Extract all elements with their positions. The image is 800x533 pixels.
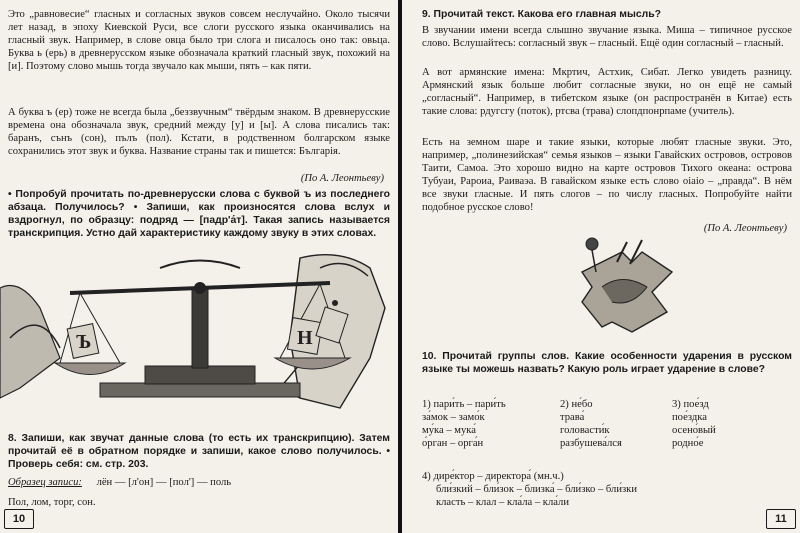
sample-label: Образец записи: — [8, 477, 82, 488]
left-page — [0, 0, 398, 533]
author-credit-2: (По А. Леонтьеву) — [703, 223, 787, 234]
group1-line: о́рган – орга́н — [422, 438, 484, 449]
paragraph-1: Это „равновесие“ гласных и согласных звуков совсем неслучайно. Около тысячи лет назад, в эпоху Киевской Руси, все слоги русского языка оканчивались на гласный звук. Например, в слове овца было три слога и писалось оно так: овьца. Буква ь (ерь) в древнерусском языке обозначала краткий гласный звук, похожий на [и]. Поэтому слово мышь тогда звучало как мыши, пять – как пяти. — [8, 9, 390, 72]
task-8: 8. Запиши, как звучат данные слова (то есть их транскрипцию). Затем прочитай её в обратном порядке и запиши, какое слово получилось. • Проверь себя: см. стр. 203. — [8, 433, 390, 470]
sample-row — [8, 476, 390, 489]
group1-line: 1) пари́ть – пари́ть — [422, 399, 506, 410]
task-10: 10. Прочитай группы слов. Какие особенности ударения в русском языке ты можешь назвать? Какую роль играет ударение в слове? — [422, 351, 792, 375]
group3-line: родно́е — [672, 438, 704, 449]
scales-illustration — [0, 248, 398, 428]
svg-text:Н: Н — [297, 327, 313, 349]
group4-line: 4) дире́ктор – директора́ (мн.ч.) — [422, 471, 564, 482]
map-puzzle-illustration — [572, 232, 682, 342]
svg-text:Ъ: Ъ — [76, 331, 92, 353]
group3-line: пое́здка — [672, 412, 707, 423]
group1-line: за́мок – замо́к — [422, 412, 485, 423]
task-9: 9. Прочитай текст. Какова его главная мысль? — [422, 9, 661, 20]
author-credit-1: (По А. Леонтьеву) — [300, 173, 384, 184]
group2-line: 2) не́бо — [560, 399, 593, 410]
word-group-3 — [672, 398, 716, 450]
right-paragraph-1: В звучании имени всегда слышно звучание языка. Миша – типичное русское слово. Вслушайтесь: согласный звук – гласный. Ещё один согласный – гласный. — [422, 25, 792, 49]
group3-line: осено́вый — [672, 425, 716, 436]
word-group-1 — [422, 398, 506, 450]
group1-line: му́ка – мука́ — [422, 425, 476, 436]
sample-text: лён — [л'он] — [пол'] — поль — [96, 477, 232, 488]
task-intro: • Попробуй прочитать по-древнерусски слова с буквой ъ из последнего абзаца. Получилось? • Запиши, как произносятся слова вслух и вздрогнул, по образцу: подряд — [падр'а́т]. Такая запись называется транскрипция. Устно дай характеристику каждому звуку в этих словах. — [8, 189, 390, 239]
paragraph-2: А буква ъ (ер) тоже не всегда была „беззвучным“ твёрдым знаком. В древнерусские времена она обозначала звук, средний между [у] и [ы]. А слова писались так: баранъ, сънъ (сон), пълъ (пол). Кстати, в родственном болгарском языке сохранились этот звук и буква. Название страны так и пишется: Българія. — [8, 107, 390, 157]
group3-line: 3) пое́зд — [672, 399, 709, 410]
group2-line: головасти́к — [560, 425, 610, 436]
word-groups — [422, 398, 792, 458]
page-number-right: 11 — [766, 509, 796, 529]
group4-line: бли́зкий – бли́зок – близка́ – бли́зко – бли́зки — [436, 484, 637, 495]
word-list: Пол, лом, торг, сон. — [8, 497, 96, 508]
right-page — [402, 0, 800, 533]
word-group-2 — [560, 398, 622, 450]
group2-line: трава́ — [560, 412, 585, 423]
page-number-left: 10 — [4, 509, 34, 529]
word-group-4 — [422, 470, 792, 509]
right-paragraph-3: Есть на земном шаре и такие языки, которые любят гласные звуки. Это, например, „полинезийская“ семья языков – языки Гавайских островов, островов Таити, Самоа. Это хорошо видно на карте островов Тихого океана: острова Тубуаи, Рароиа, Раиваэа. В гавайском языке есть слово оіаіо – „правда“. В нём все звуки гласные. И пять слогов – по числу гласных. Попробуйте найти подобное русское слово! — [422, 137, 792, 213]
right-paragraph-2: А вот армянские имена: Мкртич, Астхик, Сибат. Легко увидеть разницу. Армянский язык больше любит согласные звуки, но он ещё не самый „согласный“. Например, в тибетском языке (он распространён в Китае) есть такие слова: рдугсгу (поток), ртсва (трава) слопдпонрпаме (учитель). — [422, 67, 792, 117]
group2-line: разбушева́лся — [560, 438, 622, 449]
group4-line: класть – клал – кла́ла – кла́ли — [436, 497, 569, 508]
